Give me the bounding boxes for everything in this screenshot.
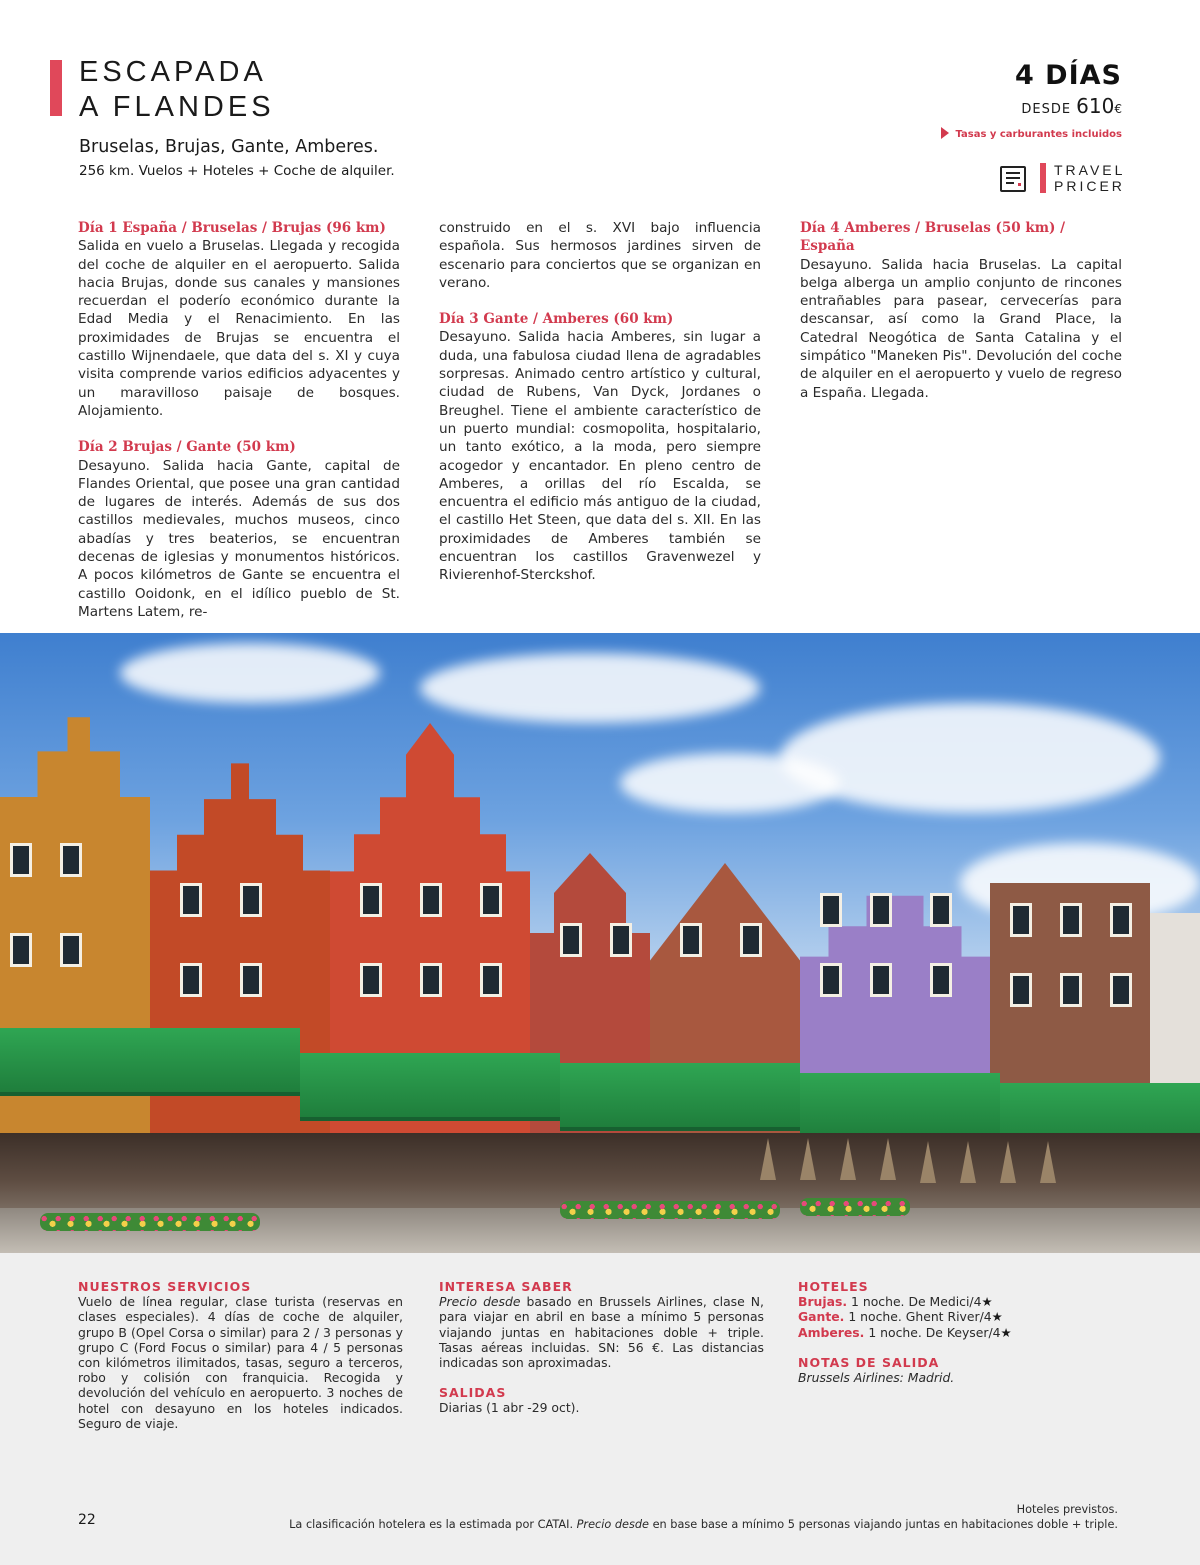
star-icon: ★ [991,1309,1003,1325]
taxes-note [941,127,1122,140]
star-icon: ★ [1000,1324,1012,1340]
notas-heading: NOTAS DE SALIDA [798,1354,940,1370]
itinerary-column-2 [439,219,761,603]
hotel-item [798,1325,1123,1340]
footer-note-2-b: en base base a mínimo 5 personas viajando juntas en habitaciones doble + triple. [649,1518,1118,1531]
services-text: Vuelo de línea regular, clase turista (reservas en clases especiales). 4 días de coche de alquiler, grupo B (Opel Corsa o similar) para 2 / 3 personas y grupo C (Ford Focus o similar) para 4 / 5 personas con kilómetros ilimitados, tasas, seguro a terceros, robo y colisión con franquicia. Recogida y devolución del vehículo en aeropuerto. 3 noches de hotel con desayuno en los hoteles indicados. Seguro de viaje. [78,1294,403,1431]
day-2-text-part-2: construido en el s. XVI bajo influencia española. Sus hermosos jardines sirven de escenario para conciertos que se organizan en verano. [439,220,761,291]
hotel-city: Brujas. [798,1294,848,1310]
hotel-city: Gante. [798,1309,845,1325]
price-value: 610 [1076,94,1115,118]
day-4-heading: Día 4 Amberes / Bruselas (50 km) / España [800,220,1066,255]
hoteles-heading: HOTELES [798,1279,869,1294]
footer-note-2-a: La clasificación hotelera es la estimada por CATAI. [289,1518,577,1531]
title-accent-bar [50,60,62,116]
travel-pricer-accent-bar [1040,163,1046,193]
hotel-detail: 1 noche. De Medici/4 [847,1294,982,1310]
day-3-text: Desayuno. Salida hacia Amberes, sin lugar a duda, una fabulosa ciudad llena de agradables sorpresas. Animado centro artístico y cultural, ciudad de Rubens, Van Dyck, Jordanes o Breughel. Tiene el ambiente característico de un puerto mundial: cosmopolita, hospitalario, un tanto exótico, a la moda, pero siempre acogedor y encantador. En pleno centro de Amberes, a orillas del río Escalda, se encuentra el edificio más antiguo de la ciudad, el castillo Het Steen, que data del s. XII. En las proximidades de Amberes también se encuentran los castillos Gravenwezel y Rivierenhof-Sterckshof. [439,329,761,584]
travel-pricer-logo [1054,162,1125,194]
interesa-italic-lead: Precio desde [439,1294,521,1310]
day-2-heading: Día 2 Brujas / Gante (50 km) [78,439,296,456]
page-number: 22 [78,1512,96,1528]
star-icon: ★ [981,1294,993,1310]
cities-list: Bruselas, Brujas, Gante, Amberes. [79,137,379,157]
interesa-text [439,1294,764,1370]
interesa-column [439,1279,764,1416]
travel-pricer-line-1: TRAVEL [1054,162,1126,178]
title-line-1: ESCAPADA [79,56,267,88]
hoteles-column [798,1279,1123,1385]
notas-text [798,1370,1123,1385]
day-1-heading: Día 1 España / Bruselas / Brujas (96 km) [78,220,386,236]
hotel-item [798,1294,1123,1309]
footer-note-1: Hoteles previstos. [1016,1503,1118,1516]
notas-body: Brussels Airlines: Madrid. [798,1370,955,1386]
salidas-heading: SALIDAS [439,1385,507,1401]
footer-note-2-italic: Precio desde [576,1518,650,1531]
chevron-right-icon [941,127,949,139]
hotel-city: Amberes. [798,1324,865,1340]
day-4-text: Desayuno. Salida hacia Bruselas. La capital belga alberga un amplio conjunto de rincones entrañables para pasear, cervecerías para descansar, así como la Grand Place, la Catedral Neogótica de Santa Catalina y el simpático "Maneken Pis". Devolución del coche de alquiler en el aeropuerto y vuelo de regreso a España. Llegada. [800,256,1122,401]
trip-duration: 4 DÍAS [1015,60,1122,91]
itinerary-column-3 [800,219,1122,420]
services-column [78,1279,403,1431]
price-block [1021,94,1122,118]
salidas-text: Diarias (1 abr -29 oct). [439,1400,580,1416]
services-heading: NUESTROS SERVICIOS [78,1279,252,1294]
title-line-2: A FLANDES [79,91,275,123]
hotel-item [798,1309,1123,1324]
price-currency: € [1114,102,1122,116]
price-from-label: DESDE [1021,102,1072,117]
travel-pricer-line-2: PRICER [1054,178,1125,194]
hotel-detail: 1 noche. Ghent River/4 [844,1309,992,1325]
calculator-icon [1000,166,1026,192]
day-3-heading: Día 3 Gante / Amberes (60 km) [439,311,674,328]
itinerary-column-1 [78,219,400,639]
footer-note-2 [289,1518,1118,1531]
bruges-market-square-photo [0,633,1200,1253]
day-1-text: Salida en vuelo a Bruselas. Llegada y recogida del coche de alquiler en el aeropuerto. Salida hacia Brujas, donde sus canales y mansiones recuerdan el poderío económico durante la Edad Media y el Renacimiento. En las proximidades de Brujas se encuentra el castillo Wijnendaele, que data del s. XI y cuya visita comprende varios edificios adyacentes y un maravilloso paisaje de bosques. Alojamiento. [78,238,400,419]
day-2-text-part-1: Desayuno. Salida hacia Gante, capital de Flandes Oriental, que posee una gran cantidad de lugares de interés. Además de sus dos castillos medievales, muchos museos, cinco abadías y tres beaterios, se encuentran decenas de iglesias y monumentos históricos. A pocos kilómetros de Gante se encuentra el castillo Ooidonk, en el idílico pueblo de St. Martens Latem, re- [78,457,400,620]
page-title [79,55,275,125]
hotel-detail: 1 noche. De Keyser/4 [864,1324,1001,1340]
interesa-heading: INTERESA SABER [439,1279,573,1294]
taxes-note-text: Tasas y carburantes incluidos [955,129,1122,140]
interesa-body: basado en Brussels Airlines, clase N, para viajar en abril en base a mínimo 5 personas viajando juntas en habitaciones doble + triple. Tasas aéreas incluidas. SN: 56 €. Las distancias indicadas son aproximadas. [439,1294,765,1371]
trip-subtitle: 256 km. Vuelos + Hoteles + Coche de alquiler. [79,163,395,179]
